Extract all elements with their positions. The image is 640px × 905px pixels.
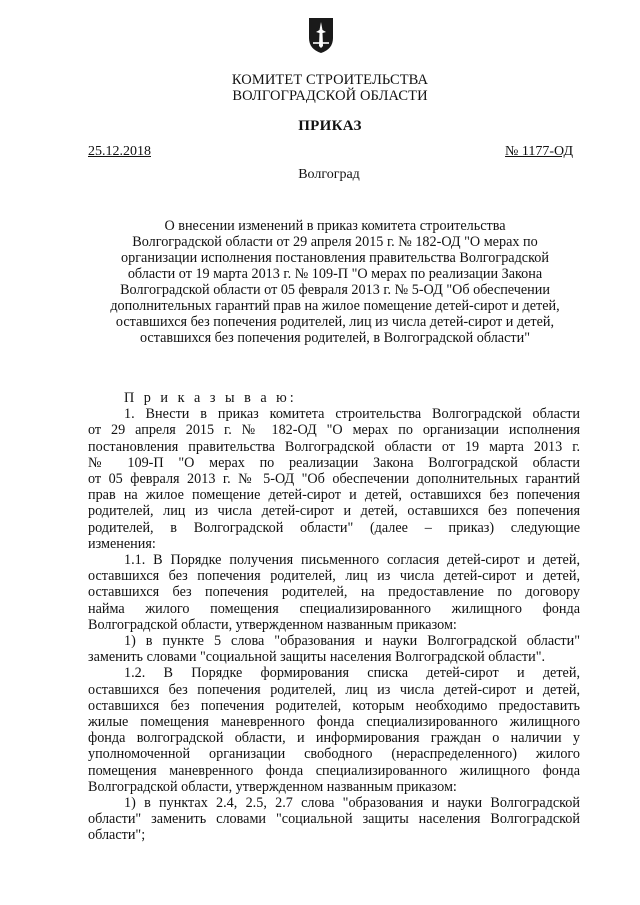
body-line: родителей, лиц из числа детей-сирот и детей, оставшихся без попечения (88, 503, 580, 520)
subject-line: организации исполнения постановления правительства Волгоградской (121, 250, 549, 266)
document-city: Волгоград (298, 167, 360, 182)
organization-line-2: ВОЛГОГРАДСКОЙ ОБЛАСТИ (232, 88, 428, 104)
subject-line: Волгоградской области от 29 апреля 2015 г. № 182-ОД "О мерах по (132, 234, 538, 250)
body-line: найма жилого помещения специализированного жилищного фонда (88, 600, 580, 617)
body-line: изменения: (88, 535, 156, 552)
document-body (88, 390, 580, 844)
subject-line: оставшихся без попечения родителей, в Волгоградской области" (139, 330, 530, 346)
body-line: оставшихся без попечения родителей, на предоставление по договору (88, 584, 580, 601)
order-intro: П р и к а з ы в а ю: (124, 390, 297, 406)
organization-line-1: КОМИТЕТ СТРОИТЕЛЬСТВА (231, 72, 429, 88)
subject-line: Волгоградской области от 05 февраля 2013 г. № 5-ОД "Об обеспечении (120, 282, 550, 298)
body-line: 1) в пункте 5 слова "образования и науки Волгоградской области" (124, 633, 580, 650)
body-line: жилые помещения маневренного фонда специализированного жилищного (88, 714, 580, 731)
subject-line: О внесении изменений в приказ комитета строительства (164, 218, 506, 234)
document-date: 25.12.2018 (88, 144, 151, 159)
body-line: от 05 февраля 2013 г. № 5-ОД "Об обеспечении дополнительных гарантий (88, 471, 580, 488)
body-line: № 109-П "О мерах по реализации Закона Волгоградской области (88, 454, 580, 471)
body-line: родителей, в Волгоградской области" (далее – приказ) следующие (88, 519, 580, 536)
body-line: 1.1. В Порядке получения письменного согласия детей-сирот и детей, (124, 552, 580, 569)
body-line: области"; (88, 827, 146, 844)
body-line: фонда волгоградской области, и информирования граждан о наличии у (88, 730, 580, 747)
body-line: 1.2. В Порядке формирования списка детей-сирот и детей, (124, 665, 580, 682)
body-line: области" заменить словами "социальной защиты населения Волгоградской (88, 811, 580, 828)
coat-of-arms-icon (307, 16, 335, 54)
subject-line: дополнительных гарантий прав на жилое помещение детей-сирот и детей, (110, 298, 560, 314)
body-line: оставшихся без попечения родителей, лиц из числа детей-сирот и детей, (88, 681, 580, 698)
body-line: 1. Внести в приказ комитета строительства Волгоградской области (124, 406, 580, 423)
body-line: от 29 апреля 2015 г. № 182-ОД "О мерах по организации исполнения (88, 422, 580, 439)
body-line: постановления правительства Волгоградской области от 19 марта 2013 г. (88, 438, 580, 455)
body-line: прав на жилое помещение детей-сирот и детей, оставшихся без попечения (88, 487, 580, 504)
body-line: Волгоградской области, утвержденном названным приказом: (88, 616, 457, 633)
document-subject (82, 218, 588, 346)
body-line: помещения маневренного фонда специализированного жилищного фонда (88, 762, 580, 779)
body-paragraphs (88, 406, 580, 843)
organization-name (0, 72, 640, 104)
document-type: ПРИКАЗ (298, 118, 362, 134)
body-line: оставшихся без попечения родителей, которым необходимо предоставить (88, 697, 580, 714)
body-line: заменить словами "социальной защиты населения Волгоградской области". (88, 649, 546, 666)
subject-line: области от 19 марта 2013 г. № 109-П "О мерах по реализации Закона (127, 266, 543, 282)
body-line: оставшихся без попечения родителей, лиц из числа детей-сирот и детей, (88, 568, 580, 585)
body-line: уполномоченной организации свободного (нераспределенного) жилого (88, 746, 580, 763)
document-number: № 1177-ОД (505, 144, 573, 159)
body-line: Волгоградской области, утвержденном названным приказом: (88, 778, 457, 795)
body-line: 1) в пунктах 2.4, 2.5, 2.7 слова "образования и науки Волгоградской (124, 795, 580, 812)
subject-line: оставшихся без попечения родителей, лиц из числа детей-сирот и детей, (115, 314, 555, 330)
